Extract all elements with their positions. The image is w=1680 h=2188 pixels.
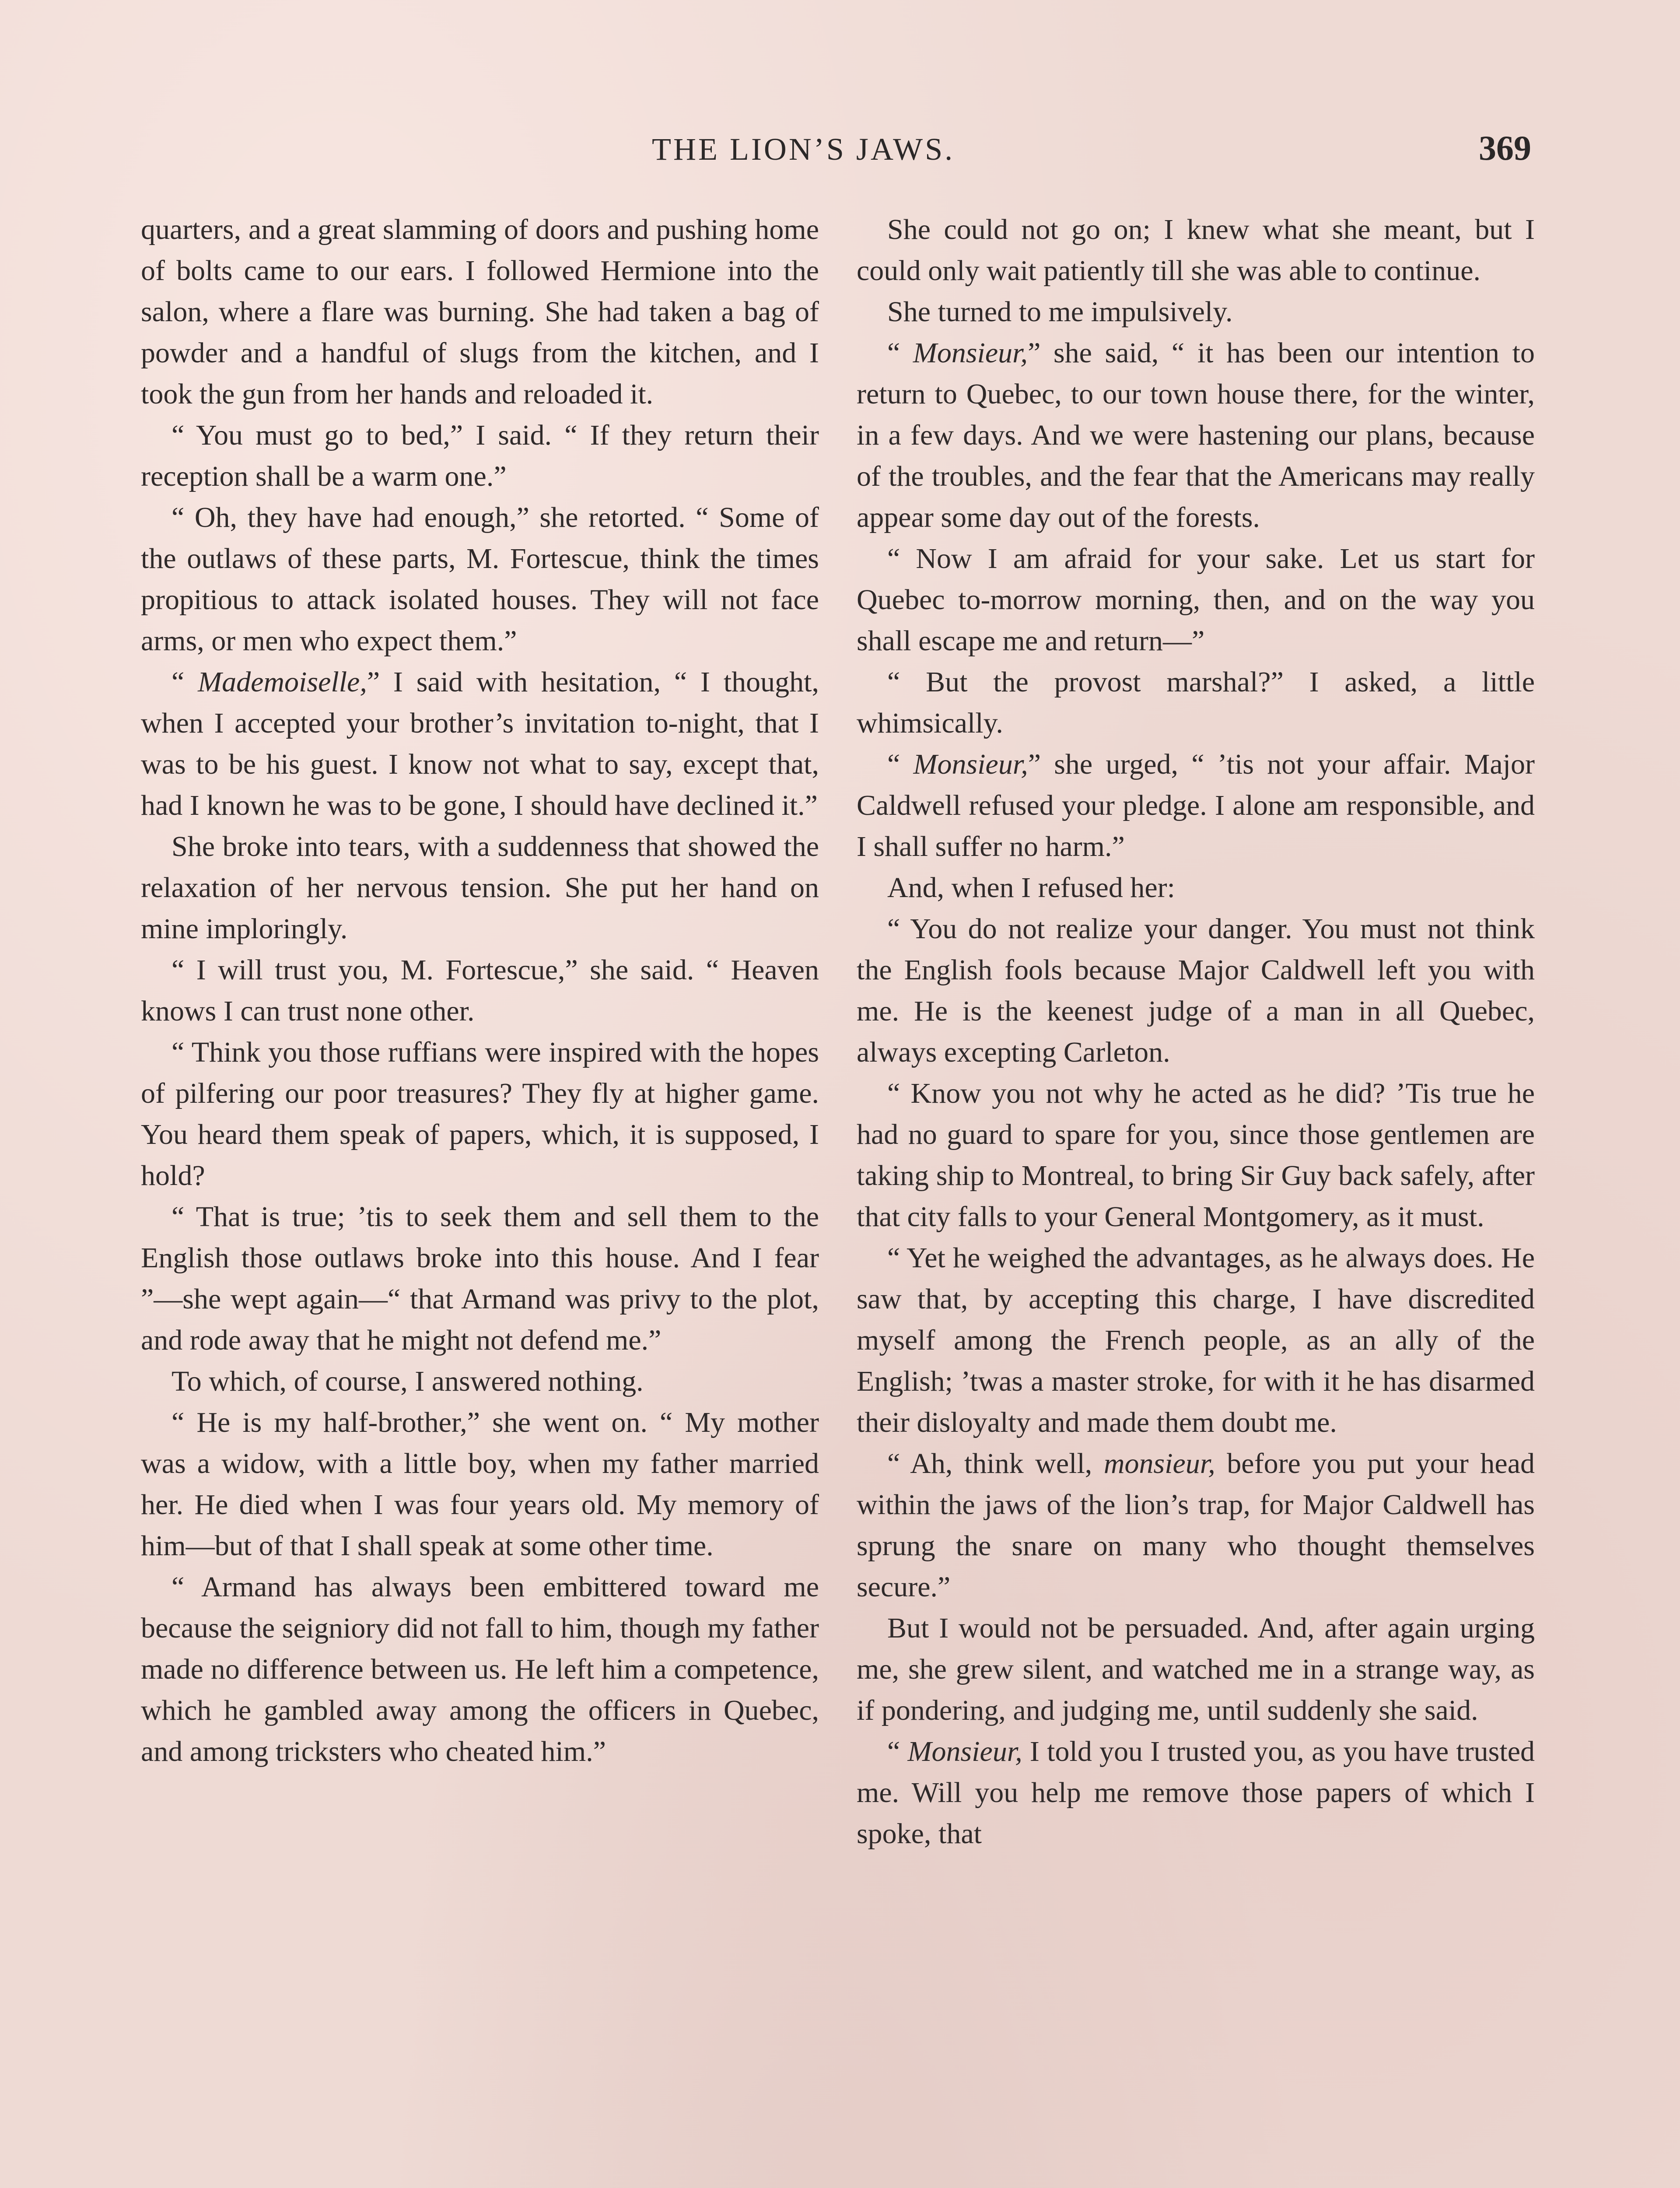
text-run: “ Oh, they have had enough,” she retorted. “ Some of the outlaws of these parts, M. Fortescue, think the times propitious to attack isolated houses. They will not face arms, or men who expect them.” xyxy=(141,501,819,657)
text-run: “ xyxy=(887,1736,908,1767)
text-run: ” I said with hesitation, “ I thought, when I accepted your brother’s invitation to-night, that I was to be his guest. I know not what to say, except that, had I known he was to be gone, I should have declined it.” xyxy=(141,666,819,821)
paragraph xyxy=(141,497,819,662)
page-number: 369 xyxy=(1479,129,1531,168)
text-run: “ xyxy=(887,748,914,780)
paragraph xyxy=(857,209,1535,291)
paragraph xyxy=(857,1608,1535,1731)
text-run: She could not go on; I knew what she meant, but I could only wait patiently till she was able to continue. xyxy=(857,214,1535,287)
text-run: “ xyxy=(887,337,913,369)
paragraph xyxy=(141,950,819,1032)
text-run: I told you I trusted you, as you have trusted me. Will you help me remove those papers of which I spoke, that xyxy=(857,1736,1535,1850)
text-run: “ Now I am afraid for your sake. Let us start for Quebec to-morrow morning, then, and on the way you shall escape me and return—” xyxy=(857,543,1535,657)
italic-run: Mademoiselle, xyxy=(198,666,367,698)
text-run: She broke into tears, with a suddenness that showed the relaxation of her nervous tension. She put her hand on mine imploringly. xyxy=(141,831,819,945)
paragraph xyxy=(857,1073,1535,1238)
paragraph xyxy=(141,209,819,415)
text-run: “ He is my half-brother,” she went on. “ My mother was a widow, with a little boy, when my father married her. He died when I was four years old. My memory of him—but of that I shall speak at some other time. xyxy=(141,1406,819,1562)
paragraph xyxy=(857,1443,1535,1608)
paragraph xyxy=(141,662,819,826)
text-run: “ xyxy=(172,666,198,698)
text-run: ” she said, “ it has been our intention to return to Quebec, to our town house there, for the winter, in a few days. And we were hastening our plans, because of the troubles, and the fear that the Americans may really appear some day out of the forests. xyxy=(857,337,1535,533)
text-run: But I would not be persuaded. And, after again urging me, she grew silent, and watched me in a strange way, as if pondering, and judging me, until suddenly she said. xyxy=(857,1612,1535,1726)
right-column xyxy=(857,209,1535,1855)
italic-run: Monsieur, xyxy=(913,748,1028,780)
paragraph xyxy=(141,1032,819,1196)
italic-run: monsieur, xyxy=(1103,1448,1215,1480)
text-run: “ Think you those ruffians were inspired with the hopes of pilfering our poor treasures? They fly at higher game. You heard them speak of papers, which, it is supposed, I hold? xyxy=(141,1036,819,1192)
text-run: “ But the provost marshal?” I asked, a little whimsically. xyxy=(857,666,1535,739)
text-run: quarters, and a great slamming of doors and pushing home of bolts came to our ears. I followed Hermione into the salon, where a flare was burning. She had taken a bag of powder and a handful of slugs from the kitchen, and I took the gun from her hands and reloaded it. xyxy=(141,214,819,410)
paragraph xyxy=(857,744,1535,867)
text-run: To which, of course, I answered nothing. xyxy=(172,1365,644,1397)
left-column xyxy=(141,209,819,1772)
paragraph xyxy=(141,1196,819,1361)
text-run: “ You must go to bed,” I said. “ If they return their reception shall be a warm one.” xyxy=(141,419,819,492)
text-run: And, when I refused her: xyxy=(887,872,1175,904)
text-run: “ Ah, think well, xyxy=(887,1448,1104,1480)
paragraph xyxy=(857,867,1535,908)
text-run: “ That is true; ’tis to seek them and sell them to the English those outlaws broke into this house. And I fear ”—she wept again—“ that Armand was privy to the plot, and rode away that he might not defend me.” xyxy=(141,1201,819,1356)
text-run: “ You do not realize your danger. You must not think the English fools because Major Caldwell left you with me. He is the keenest judge of a man in all Quebec, always excepting Carleton. xyxy=(857,913,1535,1068)
paragraph xyxy=(141,1567,819,1772)
paragraph xyxy=(857,1731,1535,1855)
paragraph xyxy=(857,333,1535,538)
paragraph xyxy=(857,538,1535,662)
text-run: “ Know you not why he acted as he did? ’Tis true he had no guard to spare for you, since those gentlemen are taking ship to Montreal, to bring Sir Guy back safely, after that city falls to your General Montgomery, as it must. xyxy=(857,1077,1535,1233)
paragraph xyxy=(141,415,819,497)
running-title: THE LION’S JAWS. xyxy=(652,132,955,167)
paragraph xyxy=(857,1238,1535,1443)
italic-run: Monsieur, xyxy=(913,337,1028,369)
paragraph xyxy=(141,1361,819,1402)
paragraph xyxy=(141,826,819,950)
running-head xyxy=(0,131,1680,184)
text-run: “ I will trust you, M. Fortescue,” she said. “ Heaven knows I can trust none other. xyxy=(141,954,819,1027)
text-run: before you put your head within the jaws of the lion’s trap, for Major Caldwell has sprung the snare on many who thought themselves secure.” xyxy=(857,1448,1535,1603)
paragraph xyxy=(857,662,1535,744)
paragraph xyxy=(857,908,1535,1073)
text-run: “ Yet he weighed the advantages, as he always does. He saw that, by accepting this charge, I have discredited myself among the French people, as an ally of the English; ’twas a master stroke, for with it he has disarmed their disloyalty and made them doubt me. xyxy=(857,1242,1535,1438)
paragraph xyxy=(857,291,1535,333)
text-run: She turned to me impulsively. xyxy=(887,296,1233,328)
italic-run: Monsieur, xyxy=(907,1736,1022,1767)
text-run: “ Armand has always been embittered toward me because the seigniory did not fall to him, though my father made no difference between us. He left him a competence, which he gambled away among the officers in Quebec, and among tricksters who cheated him.” xyxy=(141,1571,819,1767)
text-run: ” she urged, “ ’tis not your affair. Major Caldwell refused your pledge. I alone am responsible, and I shall suffer no harm.” xyxy=(857,748,1535,863)
paragraph xyxy=(141,1402,819,1567)
